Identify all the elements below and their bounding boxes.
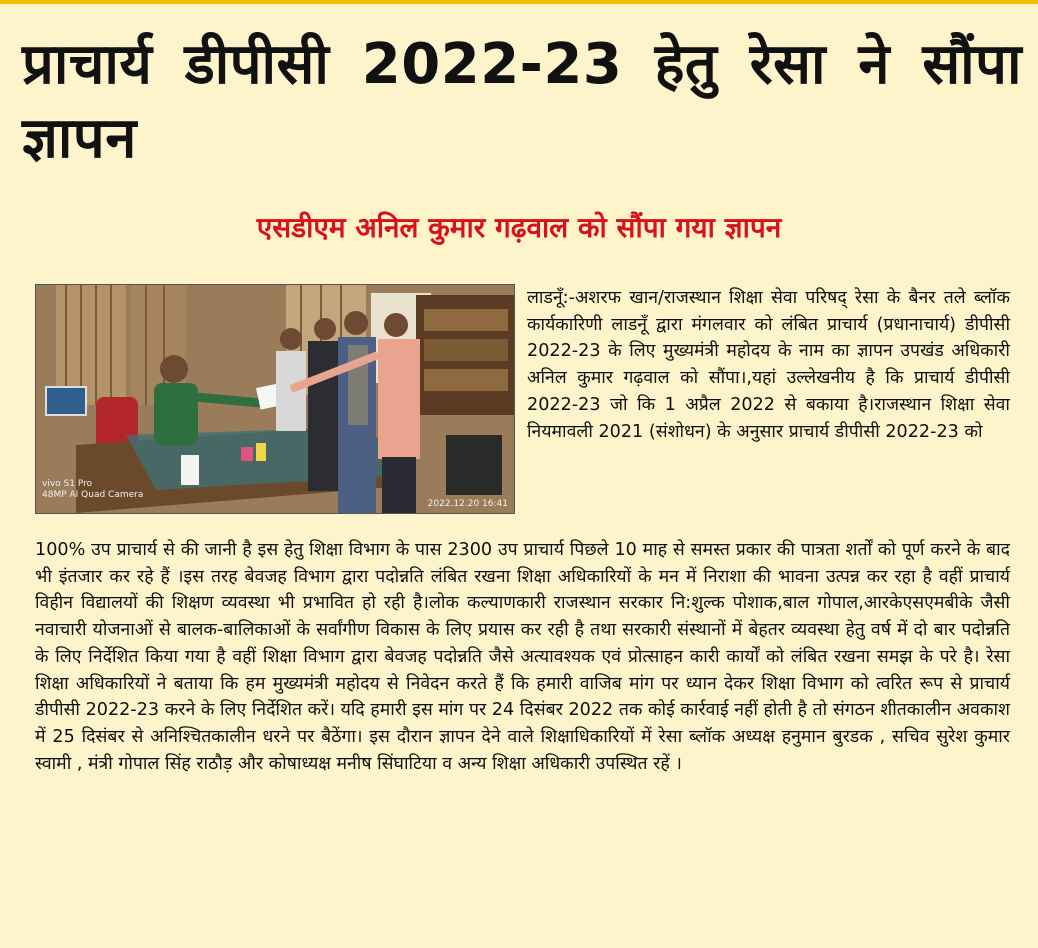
- article-paragraph-full: 100% उप प्राचार्य से की जानी है इस हेतु शिक्षा विभाग के पास 2300 उप प्राचार्य पिछले 10 माह से समस्त प्रकार की पात्रता शर्तों को पूर्ण करने के बाद भी इंतजार कर रहे हैं ।इस तरह बेवजह विभाग द्वारा पदोन्नति लंबित रखना शिक्षा अधिकारियों के मन में निराशा की भावना उत्पन्न कर रहा है वहीं प्राचार्य विहीन विद्यालयों की शिक्षण व्यवस्था भी प्रभावित हो रही है।लोक कल्याणकारी राजस्थान सरकार नि:शुल्क पोशाक,बाल गोपाल,आरकेएसएमबीके जैसी नवाचारी योजनाओं से बालक-बालिकाओं के सर्वांगीण विकास के लिए प्रयास कर रही है तथा सरकारी संस्थानों में बेहतर व्यवस्था हेतु वर्ष में दो बार पदोन्नति के लिए निर्देशित किया गया है वहीं शिक्षा विभाग द्वारा बेवजह पदोन्नति जैसे अत्यावश्यक एवं प्रोत्साहन कारी कार्यों को लंबित रखना समझ के परे है। रेसा शिक्षा अधिकारियों ने बताया कि हम मुख्यमंत्री महोदय से निवेदन करते हैं कि हमारी वाजिब मांग पर ध्यान देकर शिक्षा विभाग को त्वरित रूप से प्राचार्य डीपीसी 2022-23 करने के लिए निर्देशित करें। यदि हमारी इस मांग पर 24 दिसंबर 2022 तक कोई कार्रवाई नहीं होती है तो संगठन शीतकालीन अवकाश में 25 दिसंबर से अनिश्चितकालीन धरने पर बैठेंगा। इस दौरान ज्ञापन देने वाले शिक्षाधिकारियों में रेसा ब्लॉक अध्यक्ष हनुमान बुरडक , सचिव सुरेश कुमार स्वामी , मंत्री गोपाल सिंह राठौड़ और कोषाध्यक्ष मनीष सिंघाटिया व अन्य शिक्षा अधिकारी उपस्थित रहें ।: [35, 540, 1011, 774]
- headline: प्राचार्य डीपीसी 2022-23 हेतु रेसा ने सौंपा ज्ञापन: [22, 32, 1022, 171]
- subheadline: एसडीएम अनिल कुमार गढ़वाल को सौंपा गया ज्ञापन: [256, 211, 782, 244]
- article-paragraph-top: लाडनूँ:-अशरफ खान/राजस्थान शिक्षा सेवा परिषद् रेसा के बैनर तले ब्लॉक कार्यकारिणी लाडनूँ द्वारा मंगलवार को लंबित प्राचार्य (प्रधानाचार्य) डीपीसी 2022-23 के लिए मुख्यमंत्री महोदय के नाम का ज्ञापन उपखंड अधिकारी अनिल कुमार गढ़वाल को सौंपा।,यहां उल्लेखनीय है कि प्राचार्य डीपीसी 2022-23 जो कि 1 अप्रैल 2022 से बकाया है।राजस्थान शिक्षा सेवा नियमावली 2021 (संशोधन) के अनुसार प्राचार्य डीपीसी 2022-23 को: [527, 288, 1010, 442]
- date-stamp: 2022.12.20 16:41: [427, 499, 508, 509]
- top-rule: [0, 0, 1038, 4]
- camera-watermark: vivo S1 Pro 48MP AI Quad Camera: [42, 479, 144, 500]
- news-photo: [35, 284, 515, 514]
